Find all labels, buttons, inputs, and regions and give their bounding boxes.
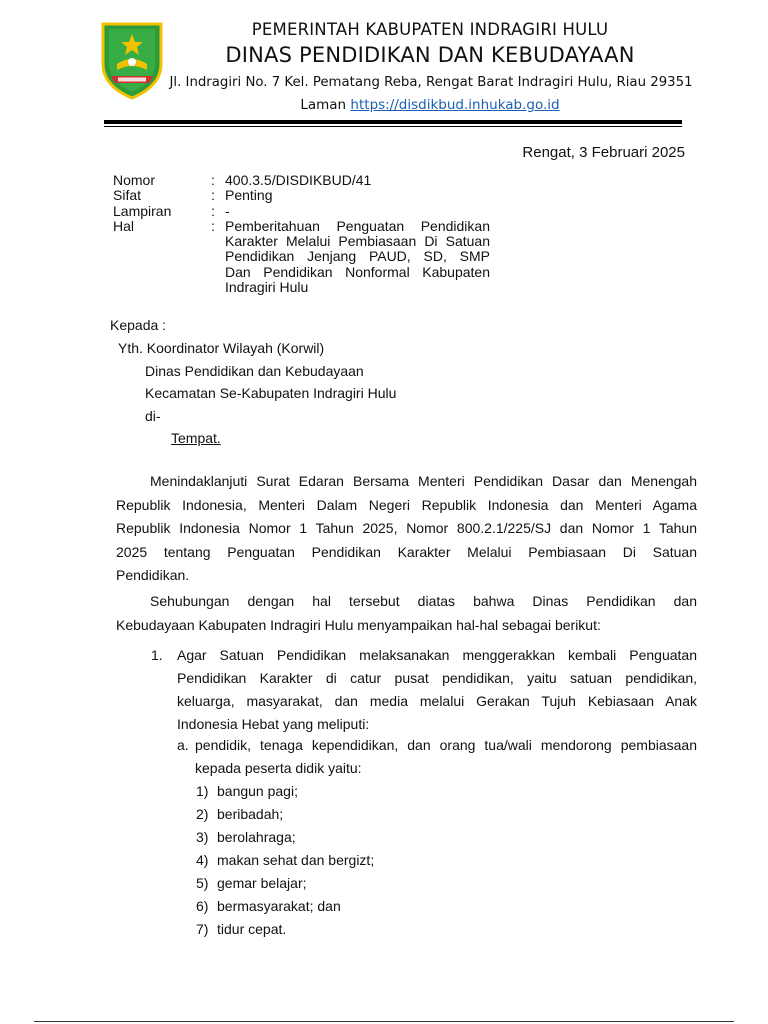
list-item-line: Indonesia Hebat yang meliputi: <box>177 716 370 733</box>
habit-item <box>196 780 374 803</box>
paragraph-line: Republik Indonesia Nomor 1 Tahun 2025, Nomor 800.2.1/225/SJ dan Nomor 1 Tahun <box>116 520 697 537</box>
habit-text: tidur cepat. <box>217 921 287 937</box>
habit-item <box>196 803 374 826</box>
meta-hal-value <box>225 219 490 295</box>
meta-colon: : <box>211 187 215 204</box>
sub-item-line: pendidik, tenaga kependidikan, dan orang tua/wali mendorong pembiasaan <box>195 737 697 753</box>
meta-colon: : <box>211 202 215 219</box>
recipient-place: Tempat. <box>171 430 221 446</box>
paragraph-line: Kebudayaan Kabupaten Indragiri Hulu menyampaikan hal-hal sebagai berikut: <box>116 616 601 633</box>
habit-item <box>196 918 374 941</box>
habit-item <box>196 826 374 849</box>
list-item-text <box>177 644 697 736</box>
habit-number: 6) <box>196 898 209 914</box>
letterhead-divider-thin <box>104 126 682 127</box>
letterhead-government: PEMERINTAH KABUPATEN INDRAGIRI HULU <box>251 20 609 39</box>
letterhead-address: Jl. Indragiri No. 7 Kel. Pematang Reba, Rengat Barat Indragiri Hulu, Riau 29351 <box>169 75 693 90</box>
habit-item <box>196 872 374 895</box>
meta-lampiran-value: - <box>225 202 230 219</box>
meta-nomor-value: 400.3.5/DISDIKBUD/41 <box>225 172 372 188</box>
habit-item <box>196 895 374 918</box>
regency-emblem-icon <box>99 20 165 100</box>
sub-item-letter: a. <box>177 737 189 753</box>
sub-item-line: kepada peserta didik yaitu: <box>195 760 362 776</box>
letterhead-agency: DINAS PENDIDIKAN DAN KEBUDAYAAN <box>225 43 635 67</box>
meta-hal-row <box>113 219 490 295</box>
paragraph-line: Pendidikan. <box>116 567 190 584</box>
letter-meta <box>113 173 490 295</box>
letterhead-divider-thick <box>104 120 682 124</box>
recipient-line: Kecamatan Se-Kabupaten Indragiri Hulu <box>145 385 397 401</box>
body-paragraph-2 <box>116 590 697 637</box>
meta-sifat-value: Penting <box>225 187 273 204</box>
hal-line: Indragiri Hulu <box>225 279 309 296</box>
habit-number: 1) <box>196 783 209 799</box>
habits-list <box>196 780 374 941</box>
meta-lampiran-row <box>113 204 490 219</box>
letterhead-website <box>180 97 680 113</box>
hal-line: Pemberitahuan Penguatan Pendidikan <box>225 217 490 234</box>
habit-text: beribadah; <box>217 806 284 822</box>
habit-number: 4) <box>196 852 209 868</box>
paragraph-line: Republik Indonesia, Menteri Dalam Negeri Republik Indonesia dan Menteri Agama <box>116 496 697 513</box>
hal-line: Karakter Melalui Pembiasaan Di Satuan <box>225 233 490 250</box>
meta-nomor-label: Nomor <box>113 172 156 188</box>
habit-number: 2) <box>196 806 209 822</box>
habit-number: 7) <box>196 921 209 937</box>
hal-line: Pendidikan Jenjang PAUD, SD, SMP <box>225 248 490 265</box>
website-label: Laman <box>300 97 347 113</box>
sub-item-text <box>195 734 697 780</box>
recipient-kepada: Kepada : <box>110 317 167 333</box>
meta-nomor-row <box>113 173 490 188</box>
meta-colon: : <box>211 217 215 234</box>
recipient-line: di- <box>145 408 161 424</box>
habit-text: bangun pagi; <box>217 783 298 799</box>
habit-number: 5) <box>196 875 209 891</box>
regency-logo <box>99 20 165 100</box>
paragraph-line: Sehubungan dengan hal tersebut diatas bahwa Dinas Pendidikan dan <box>150 593 697 609</box>
habit-text: berolahraga; <box>217 829 296 845</box>
habit-text: gemar belajar; <box>217 875 307 891</box>
hal-line: Dan Pendidikan Nonformal Kabupaten <box>225 263 490 280</box>
habit-text: makan sehat dan bergizt; <box>217 852 375 868</box>
paragraph-line: Menindaklanjuti Surat Edaran Bersama Menteri Pendidikan Dasar dan Menengah <box>150 473 697 489</box>
list-item-line: Agar Satuan Pendidikan melaksanakan menggerakkan kembali Penguatan <box>177 647 697 663</box>
letter-date: Rengat, 3 Februari 2025 <box>522 144 685 161</box>
body-paragraph-1 <box>116 470 697 588</box>
list-item-line: keluarga, masyarakat, dan media melalui Gerakan Tujuh Kebiasaan Anak <box>177 693 697 710</box>
website-link[interactable]: https://disdikbud.inhukab.go.id <box>350 97 560 113</box>
recipient-line: Yth. Koordinator Wilayah (Korwil) <box>118 340 325 356</box>
habit-number: 3) <box>196 829 209 845</box>
habit-text: bermasyarakat; dan <box>217 898 341 914</box>
list-item-number: 1. <box>151 647 163 663</box>
habit-item <box>196 849 374 872</box>
page-bottom-divider <box>34 1021 734 1022</box>
list-item-line: Pendidikan Karakter di catur pusat pendidikan, yaitu satuan pendidikan, <box>177 670 697 687</box>
meta-sifat-label: Sifat <box>113 187 142 204</box>
recipient-line: Dinas Pendidikan dan Kebudayaan <box>145 363 364 379</box>
meta-lampiran-label: Lampiran <box>113 202 172 219</box>
meta-sifat-row <box>113 188 490 203</box>
paragraph-line: 2025 tentang Penguatan Pendidikan Karakter Melalui Pembiasaan Di Satuan <box>116 543 697 560</box>
meta-colon: : <box>211 172 215 188</box>
meta-hal-label: Hal <box>113 217 135 234</box>
